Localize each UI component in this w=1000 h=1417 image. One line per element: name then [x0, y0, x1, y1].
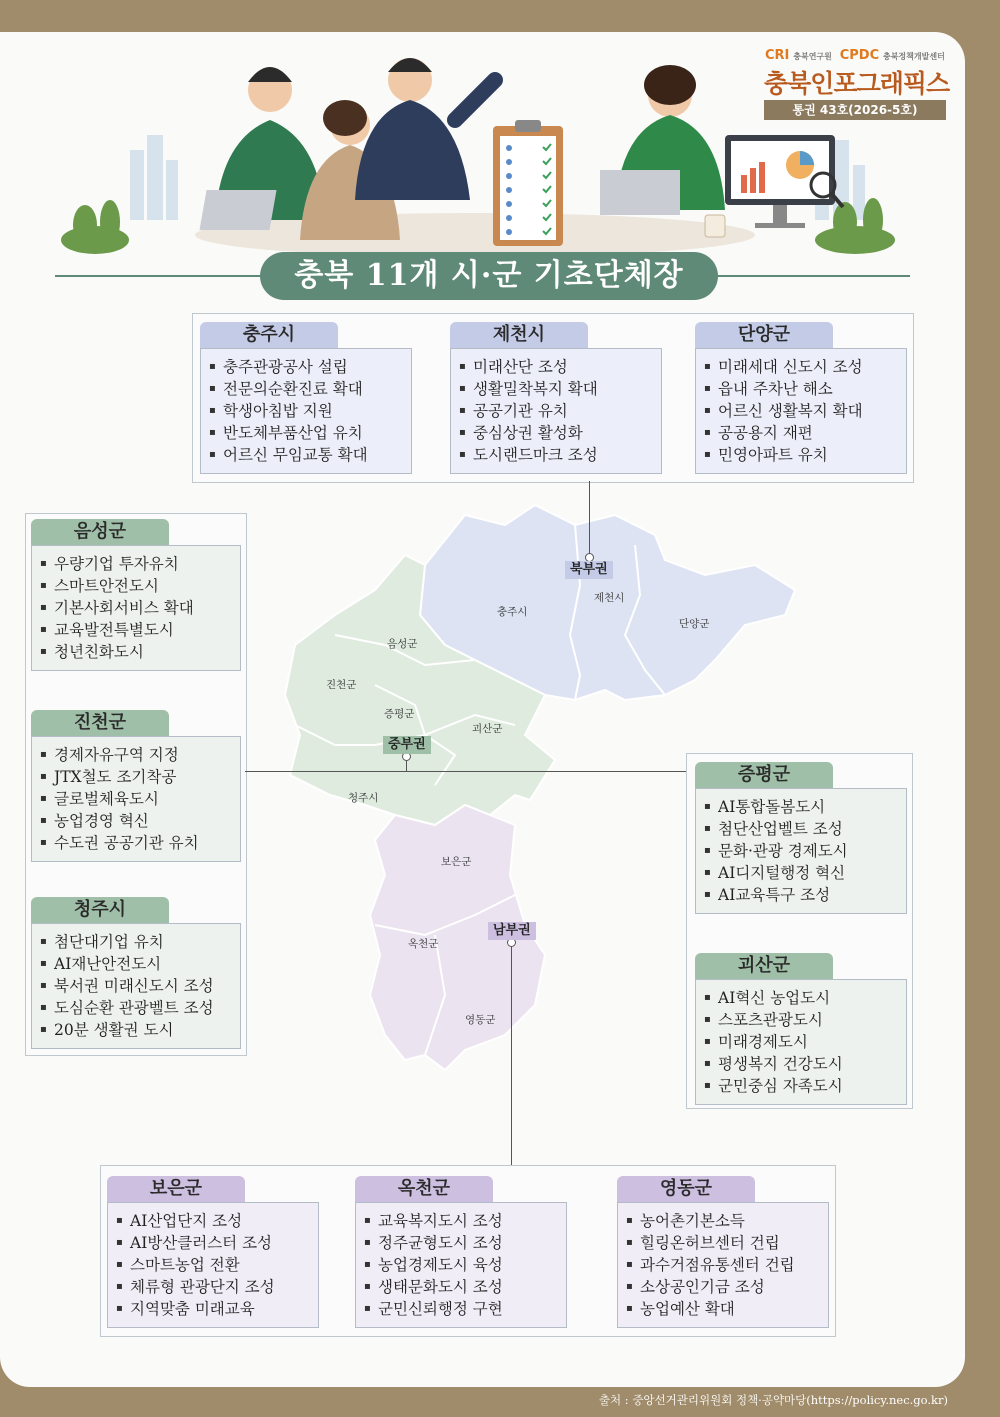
- list-item: ▪ 민영아파트 유치: [696, 444, 906, 466]
- page-title: 충북 11개 시·군 기초단체장: [260, 252, 718, 300]
- list-item: ▪ 전문의순환진료 확대: [201, 378, 411, 400]
- list-item: ▪ 교육발전특별도시: [32, 619, 240, 641]
- card-eumseong-panel: [31, 545, 241, 671]
- series-title: 충북인포그래픽스: [764, 69, 950, 98]
- list-item: ▪ AI방산클러스터 조성: [108, 1232, 318, 1254]
- list-item: ▪ 군민중심 자족도시: [696, 1075, 906, 1097]
- list-item: ▪ 소상공인기금 조성: [618, 1276, 828, 1298]
- map-label-chungju: 충주시: [497, 606, 528, 618]
- list-item: ▪ 어르신 생활복지 확대: [696, 400, 906, 422]
- cri-logo: CRI: [765, 48, 790, 63]
- list-item: ▪ 중심상권 활성화: [451, 422, 661, 444]
- list-item: ▪ 교육복지도시 조성: [356, 1210, 566, 1232]
- list-item: ▪ 생태문화도시 조성: [356, 1276, 566, 1298]
- issue-badge: 통권 43호(2026-5호): [764, 100, 946, 120]
- card-jincheon-panel: [31, 736, 241, 862]
- list-item: ▪ 20분 생활권 도시: [32, 1019, 240, 1041]
- card-danyang-panel: [695, 348, 907, 474]
- map-label-jeungpyeong: 증평군: [384, 708, 415, 720]
- card-goesan-title: 괴산군: [695, 953, 833, 979]
- card-chungju-title: 충주시: [200, 322, 338, 348]
- cpdc-logo: CPDC: [839, 48, 880, 63]
- list-item: ▪ 글로벌체육도시: [32, 788, 240, 810]
- list-item: ▪ 청년친화도시: [32, 641, 240, 663]
- list-item: ▪ 미래세대 신도시 조성: [696, 356, 906, 378]
- map-label-boeun: 보은군: [441, 856, 472, 868]
- list-item: ▪ 충주관광공사 설립: [201, 356, 411, 378]
- list-item: ▪ 생활밀착복지 확대: [451, 378, 661, 400]
- list-item: ▪ AI산업단지 조성: [108, 1210, 318, 1232]
- list-item: ▪ 우량기업 투자유치: [32, 553, 240, 575]
- list-item: ▪ 농업경제도시 육성: [356, 1254, 566, 1276]
- list-item: ▪ 정주균형도시 조성: [356, 1232, 566, 1254]
- card-cheongju-title: 청주시: [31, 897, 169, 923]
- card-goesan-panel: [695, 979, 907, 1105]
- list-item: ▪ 첨단대기업 유치: [32, 931, 240, 953]
- card-jeungpyeong-title: 증평군: [695, 762, 833, 788]
- connector-north: [589, 481, 590, 557]
- map-label-okcheon: 옥천군: [408, 938, 439, 950]
- map-label-goesan: 괴산군: [472, 723, 503, 735]
- list-item: ▪ AI디지털행정 혁신: [696, 862, 906, 884]
- list-item: ▪ 미래산단 조성: [451, 356, 661, 378]
- list-item: ▪ 첨단산업벨트 조성: [696, 818, 906, 840]
- list-item: ▪ 스마트농업 전환: [108, 1254, 318, 1276]
- card-jecheon-panel: [450, 348, 662, 474]
- list-item: ▪ 공공용지 재편: [696, 422, 906, 444]
- region-label-central: 중부권: [383, 736, 431, 754]
- list-item: ▪ 지역맞춤 미래교육: [108, 1298, 318, 1320]
- map-label-jecheon: 제천시: [594, 592, 625, 604]
- map-label-jincheon: 진천군: [326, 679, 357, 691]
- card-jeungpyeong-panel: [695, 788, 907, 914]
- list-item: ▪ 읍내 주차난 해소: [696, 378, 906, 400]
- list-item: ▪ AI혁신 농업도시: [696, 987, 906, 1009]
- list-item: ▪ 도심순환 관광벨트 조성: [32, 997, 240, 1019]
- card-okcheon-title: 옥천군: [355, 1176, 493, 1202]
- cri-name: 충북연구원: [793, 52, 832, 61]
- card-danyang-title: 단양군: [695, 322, 833, 348]
- list-item: ▪ 어르신 무임교통 확대: [201, 444, 411, 466]
- list-item: ▪ 체류형 관광단지 조성: [108, 1276, 318, 1298]
- map-label-danyang: 단양군: [679, 618, 710, 630]
- list-item: ▪ 스포츠관광도시: [696, 1009, 906, 1031]
- card-jincheon-title: 진천군: [31, 710, 169, 736]
- map-label-cheongju: 청주시: [348, 792, 379, 804]
- card-yeongdong-panel: [617, 1202, 829, 1328]
- logo-orgs: [765, 48, 945, 63]
- region-label-north: 북부권: [565, 561, 613, 579]
- list-item: ▪ 수도권 공공기관 유치: [32, 832, 240, 854]
- region-label-south: 남부권: [488, 922, 536, 940]
- card-boeun-title: 보은군: [107, 1176, 245, 1202]
- map-label-yeongdong: 영동군: [465, 1014, 496, 1026]
- list-item: ▪ 북서권 미래신도시 조성: [32, 975, 240, 997]
- card-eumseong-title: 음성군: [31, 519, 169, 545]
- list-item: ▪ 힐링온허브센터 건립: [618, 1232, 828, 1254]
- connector-south: [511, 940, 512, 1165]
- card-okcheon-panel: [355, 1202, 567, 1328]
- list-item: ▪ 과수거점유통센터 건립: [618, 1254, 828, 1276]
- card-chungju-panel: [200, 348, 412, 474]
- list-item: ▪ AI교육특구 조성: [696, 884, 906, 906]
- list-item: ▪ JTX철도 조기착공: [32, 766, 240, 788]
- list-item: ▪ AI재난안전도시: [32, 953, 240, 975]
- list-item: ▪ 반도체부품산업 유치: [201, 422, 411, 444]
- list-item: ▪ 미래경제도시: [696, 1031, 906, 1053]
- card-cheongju-panel: [31, 923, 241, 1049]
- list-item: ▪ 농업경영 혁신: [32, 810, 240, 832]
- list-item: ▪ 군민신뢰행정 구현: [356, 1298, 566, 1320]
- card-jecheon-title: 제천시: [450, 322, 588, 348]
- list-item: ▪ 농업예산 확대: [618, 1298, 828, 1320]
- list-item: ▪ 경제자유구역 지정: [32, 744, 240, 766]
- card-yeongdong-title: 영동군: [617, 1176, 755, 1202]
- card-boeun-panel: [107, 1202, 319, 1328]
- source-note: 출처 : 중앙선거관리위원회 정책·공약마당(https://policy.nec.go.kr): [598, 1393, 948, 1407]
- list-item: ▪ 평생복지 건강도시: [696, 1053, 906, 1075]
- map-label-eumseong: 음성군: [387, 638, 418, 650]
- connector-central-h: [245, 771, 686, 772]
- list-item: ▪ 스마트안전도시: [32, 575, 240, 597]
- list-item: ▪ AI통합돌봄도시: [696, 796, 906, 818]
- list-item: ▪ 도시랜드마크 조성: [451, 444, 661, 466]
- list-item: ▪ 농어촌기본소득: [618, 1210, 828, 1232]
- list-item: ▪ 학생아침밥 지원: [201, 400, 411, 422]
- list-item: ▪ 공공기관 유치: [451, 400, 661, 422]
- list-item: ▪ 기본사회서비스 확대: [32, 597, 240, 619]
- cpdc-name: 충북정책개발센터: [882, 52, 945, 61]
- list-item: ▪ 문화·관광 경제도시: [696, 840, 906, 862]
